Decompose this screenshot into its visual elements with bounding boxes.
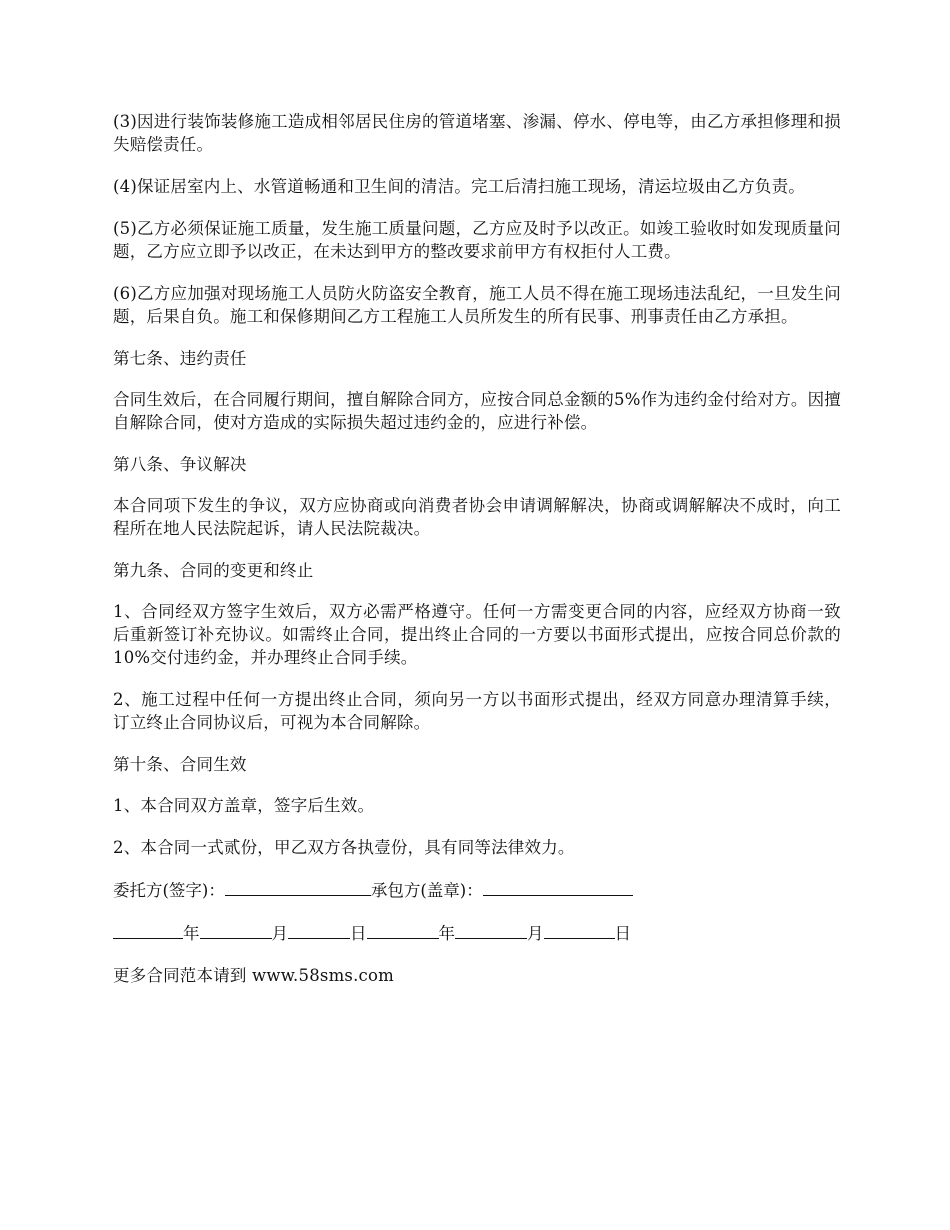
client-month-label: 月: [271, 924, 288, 943]
clause-3: (3)因进行装饰装修施工造成相邻居民住房的管道堵塞、渗漏、停水、停电等，由乙方承担修理和损失赔偿责任。: [113, 112, 841, 154]
client-signature-label: 委托方(签字)：: [113, 881, 225, 900]
signature-line: [113, 878, 841, 902]
contractor-seal-blank: [483, 878, 633, 896]
article-8-text: 本合同项下发生的争议，双方应协商或向消费者协会申请调解解决，协商或调解解决不成时，向工程所在地人民法院起诉，请人民法院裁决。: [113, 496, 841, 538]
contractor-month-label: 月: [527, 924, 544, 943]
article-10-heading: 第十条、合同生效: [113, 755, 247, 774]
contractor-day-label: 日: [614, 924, 631, 943]
contractor-seal-label: 承包方(盖章)：: [370, 881, 483, 900]
date-line: [113, 921, 841, 945]
footer-note: 更多合同范本请到 www.58sms.com: [113, 966, 394, 985]
contractor-day-blank: [544, 921, 615, 939]
article-10-item-2: 2、本合同一式贰份，甲乙双方各执壹份，具有同等法律效力。: [113, 838, 575, 857]
client-month-blank: [200, 921, 272, 939]
contractor-month-blank: [455, 921, 527, 939]
client-day-label: 日: [350, 924, 367, 943]
document-page: [113, 110, 841, 1006]
contractor-year-label: 年: [438, 924, 455, 943]
article-7-heading: 第七条、违约责任: [113, 349, 247, 368]
client-year-blank: [113, 921, 183, 939]
contractor-year-blank: [367, 921, 439, 939]
article-9-item-1: 1、合同经双方签字生效后，双方必需严格遵守。任何一方需变更合同的内容，应经双方协商一致后重新签订补充协议。如需终止合同，提出终止合同的一方要以书面形式提出，应按合同总价款的10%交付违约金，并办理终止合同手续。: [113, 602, 841, 667]
client-day-blank: [288, 921, 350, 939]
article-8-heading: 第八条、争议解决: [113, 455, 247, 474]
client-year-label: 年: [183, 924, 200, 943]
article-9-item-2: 2、施工过程中任何一方提出终止合同，须向另一方以书面形式提出，经双方同意办理清算手续，订立终止合同协议后，可视为本合同解除。: [113, 690, 841, 732]
article-9-heading: 第九条、合同的变更和终止: [113, 561, 314, 580]
clause-5: (5)乙方必须保证施工质量，发生施工质量问题，乙方应及时予以改正。如竣工验收时如发现质量问题，乙方应立即予以改正，在未达到甲方的整改要求前甲方有权拒付人工费。: [113, 219, 841, 261]
clause-6: (6)乙方应加强对现场施工人员防火防盗安全教育，施工人员不得在施工现场违法乱纪，一旦发生问题，后果自负。施工和保修期间乙方工程施工人员所发生的所有民事、刑事责任由乙方承担。: [113, 284, 841, 326]
clause-4: (4)保证居室内上、水管道畅通和卫生间的清洁。完工后清扫施工现场，清运垃圾由乙方负责。: [113, 177, 805, 196]
client-signature-blank: [225, 878, 371, 896]
article-10-item-1: 1、本合同双方盖章，签字后生效。: [113, 796, 375, 815]
article-7-text: 合同生效后，在合同履行期间，擅自解除合同方，应按合同总金额的5%作为违约金付给对方。因擅自解除合同，使对方造成的实际损失超过违约金的，应进行补偿。: [113, 390, 841, 432]
